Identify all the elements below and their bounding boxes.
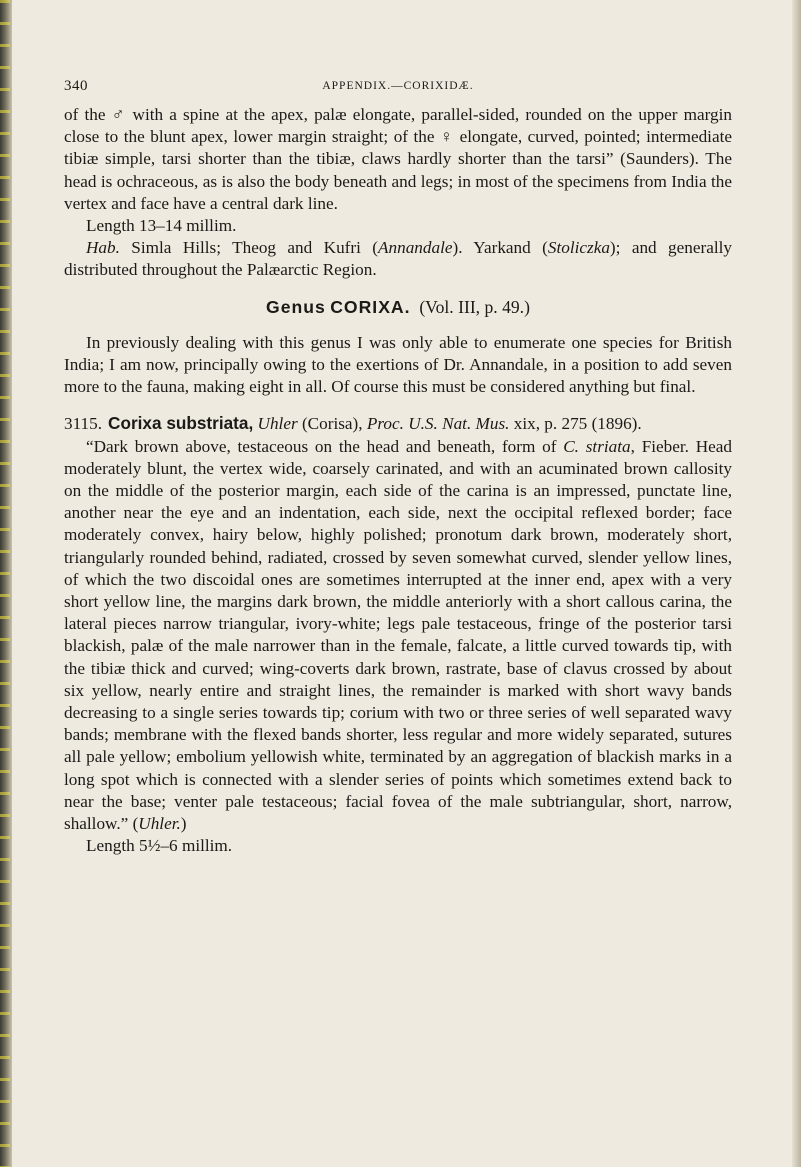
page-edge (792, 0, 801, 1167)
intro-paragraph: of the ♂ with a spine at the apex, palæ elongate, parallel-sided, rounded on the upper margin close to the blunt apex, lower margin straight; of the ♀ elongate, curved, pointed; intermediate tibiæ simple, tarsi shorter than the tibiæ, claws hardly shorter than the tarsi” (Saunders). The head is ochraceous, as is also the body beneath and legs; in most of the specimens from India the vertex and face have a central dark line. (64, 105, 732, 213)
page-number: 340 (64, 78, 88, 94)
length-line: Length 13–14 millim. (86, 216, 237, 236)
species-description: “Dark brown above, testaceous on the head and beneath, form of C. striata, Fieber. Head moderately blunt, the vertex wide, coarsely carinated, and with an acuminated brown callosity on the middle of the posterior margin, each side of the carina is an impressed, punctate line, another near the eye and an indentation, each side, next the occipital reflexed border; face moderately convex, hairy below, highly polished; pronotum dark brown, moderately short, triangularly rounded behind, radiated, crossed by seven somewhat curved, slender yellow lines, of which the two discoidal ones are sometimes interrupted at the inner end, apex with a very short yellow line, the margins dark brown, the middle anteriorly with a short callous carina, the lateral pieces narrow triangular, ivory-white; legs pale testaceous, fringe of the posterior tarsi blackish, palæ of the male narrower than in the female, falcate, a little curved towards tip, with the tibiæ thick and curved; wing-coverts dark brown, rastrate, base of clavus crossed by about six yellow, nearly entire and straight lines, the remainder is marked with short wavy bands decreasing to a single series towards tip; corium with two or three series of well separated wavy bands; membrane with the flexed bands shorter, less regular and more widely separated, sutures all pale yellow; embolium yellowish white, terminated by an aggregation of blackish marks in a long spot which is connected with a slender series of points which sometimes extend back to near the base; venter pale testaceous; facial fovea of the male subtriangular, short, narrow, shallow.” (Uhler.) (64, 436, 732, 834)
book-page (64, 78, 732, 858)
hab-label: Hab. (86, 238, 120, 258)
book-binding-edge (0, 0, 12, 1167)
genus-paragraph: In previously dealing with this genus I was only able to enumerate one species for British India; I am now, principally owing to the exertions of Dr. Annandale, in a position to add seven more to the fauna, making eight in all. Of course this must be considered anything but final. (64, 332, 732, 397)
genus-heading: Genus CORIXA. (Vol. III, p. 49.) (266, 296, 530, 317)
page-header (64, 78, 732, 104)
length-line-2: Length 5½–6 millim. (86, 836, 233, 856)
habitat-paragraph: Hab. Simla Hills; Theog and Kufri (Annandale). Yarkand (Stoliczka); and generally distributed throughout the Palæarctic Region. (64, 238, 732, 280)
running-title: APPENDIX.—CORIXIDÆ. (322, 80, 474, 92)
species-heading: 3115. Corixa substriata, Uhler (Corisa), Proc. U.S. Nat. Mus. xix, p. 275 (1896). (64, 413, 642, 434)
